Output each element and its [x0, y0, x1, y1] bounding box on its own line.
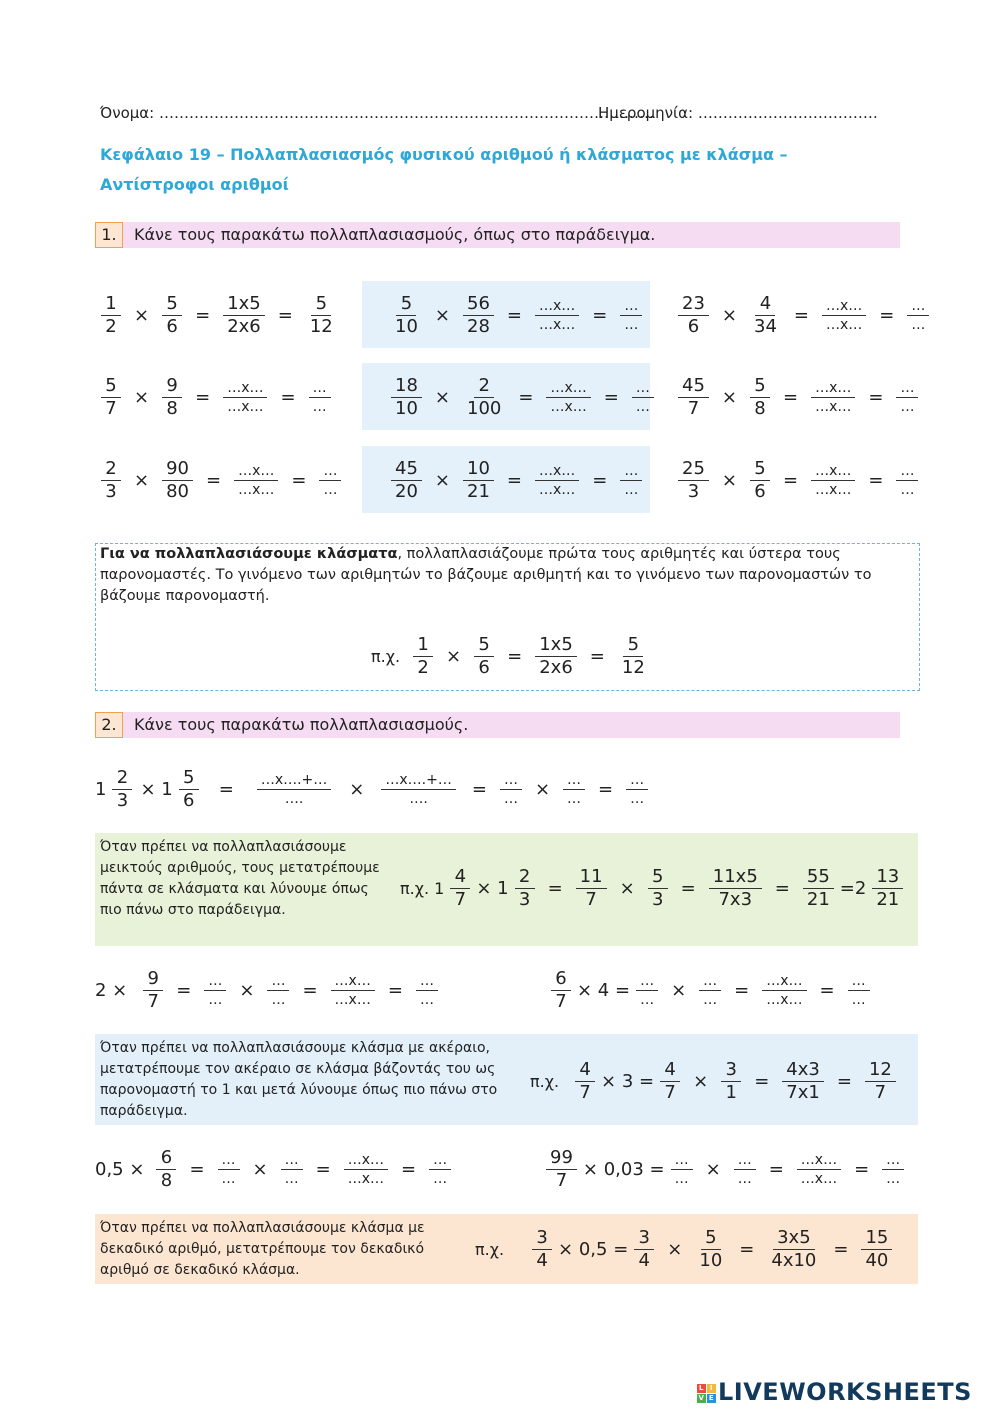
equals-sign: = [277, 304, 293, 326]
fraction: $\frac{45}{7}$ [678, 375, 709, 420]
integer-example: π.χ. $\frac{4}{7}$ × 3 = $\frac{4}{7}$ × $\frac{3}{1}$ = $\frac{4x3}{7x1}$ = $\frac{12}{7}$ [530, 1046, 902, 1116]
decimal-note-text: Όταν πρέπει να πολλαπλασιάσουμε κλάσμα με δεκαδικό αριθμό, μετατρέπουμε τον δεκαδικό αριθμό σε δεκαδικό κλάσμα. [100, 1220, 425, 1278]
equals-sign: = [592, 469, 608, 491]
answer-fraction[interactable]: $\frac{\dots x\dots}{\dots x\dots}$ [234, 462, 278, 499]
question-instruction: Κάνε τους παρακάτω πολλαπλασιασμούς. [134, 715, 469, 734]
equals-sign: = [195, 386, 211, 408]
fraction: $\frac{5}{12}$ [309, 292, 333, 337]
times-sign: × [134, 304, 150, 326]
fraction: $\frac{1x5}{2x6}$ [535, 634, 577, 679]
fraction: $\frac{56}{28}$ [463, 293, 494, 338]
decimal-example: π.χ. $\frac{3}{4}$ × 0,5 = $\frac{3}{4}$ × $\frac{5}{10}$ = $\frac{3x5}{4x10}$ = $\frac{15}{40}$ [475, 1214, 898, 1284]
liveworksheets-logo: L I V E LIVEWORKSHEETS [698, 1378, 972, 1406]
times-sign: × [721, 469, 737, 491]
equals-sign: = [291, 469, 307, 491]
answer-fraction[interactable]: … … [896, 379, 918, 416]
answer-fraction[interactable]: $\frac{\dots x\dots}{\dots x\dots}$ [811, 379, 855, 416]
equals-sign: = [506, 304, 522, 326]
answer-fraction[interactable]: $\frac{\dots x\dots}{\dots x\dots}$ [546, 379, 590, 416]
answer-fraction[interactable]: … … [620, 462, 642, 499]
rule-example: π.χ. $\frac{1}{2}$ × $\frac{5}{6}$ = $\frac{1x5}{2x6}$ = $\frac{5}{12}$ [364, 626, 655, 686]
mixed-note-box [95, 833, 918, 946]
equals-sign: = [783, 386, 799, 408]
multiplication-exercise [95, 280, 343, 350]
multiplication-exercise [385, 362, 660, 432]
name-field[interactable]: Όνομα: ……………………………………………………………………………………… [100, 104, 654, 122]
answer-fraction[interactable]: $\frac{\dots x\dots}{\dots x\dots}$ [535, 462, 579, 499]
equals-sign: = [506, 469, 522, 491]
answer-fraction[interactable]: … … [309, 379, 331, 416]
multiplication-exercise [672, 362, 924, 432]
equals-sign: = [518, 386, 534, 408]
equals-sign: = [603, 386, 619, 408]
times-sign: × [434, 304, 450, 326]
equals-sign: = [195, 304, 211, 326]
integer-exercise-right: $\frac{6}{7}$ × 4 = … … × … … = $\frac{\dots x\dots}{\dots x\dots}$ = … … [545, 955, 876, 1025]
decimal-exercise-left: 0,5 × $\frac{6}{8}$ = … … × … … = $\frac{\dots x\dots}{\dots x\dots}$ = … … [95, 1134, 457, 1204]
fraction: $\frac{10}{21}$ [463, 458, 494, 503]
fraction: $\frac{4}{34}$ [754, 292, 777, 337]
times-sign: × [721, 386, 737, 408]
answer-fraction[interactable]: … … [620, 297, 642, 334]
equals-sign: = [206, 469, 222, 491]
multiplication-exercise [672, 280, 935, 350]
fraction: $\frac{18}{10}$ [391, 375, 422, 420]
multiplication-exercise [95, 362, 337, 432]
multiplication-exercise [385, 445, 648, 515]
fraction: $\frac{5}{12}$ [621, 633, 645, 678]
fraction: $\frac{5}{6}$ [750, 458, 770, 503]
fraction: $\frac{5}{7}$ [101, 375, 121, 420]
question-instruction: Κάνε τους παρακάτω πολλαπλασιασμούς, όπως στο παράδειγμα. [134, 225, 656, 244]
times-sign: × [134, 469, 150, 491]
fraction: $\frac{1}{2}$ [413, 634, 433, 679]
multiplication-exercise [672, 445, 924, 515]
equals-sign: = [868, 469, 884, 491]
fraction: $\frac{45}{20}$ [391, 458, 422, 503]
integer-note-box [95, 1034, 918, 1125]
equals-sign: = [793, 304, 809, 326]
fraction: $\frac{25}{3}$ [678, 458, 709, 503]
question-number: 2. [95, 712, 123, 738]
multiplication-exercise [385, 280, 648, 350]
rule-box [95, 543, 920, 691]
mixed-exercise: 1 $\frac{2}{3}$ × 1 $\frac{5}{6}$ = …x….+… …. × …x….+… …. = … … × … … = … … [95, 754, 654, 824]
equals-sign: = [280, 386, 296, 408]
times-sign: × [434, 469, 450, 491]
liveworksheets-logo-icon: L I V E [698, 1383, 715, 1402]
answer-fraction[interactable]: … … [319, 462, 341, 499]
mixed-note-text: Όταν πρέπει να πολλαπλασιάσουμε μεικτούς αριθμούς, τους μετατρέπουμε πάντα σε κλάσματα και λύνουμε όπως πιο πάνω στο παράδειγμα. [100, 839, 380, 918]
decimal-note-box [95, 1214, 918, 1284]
answer-fraction[interactable]: … … [896, 462, 918, 499]
integer-note-text: Όταν πρέπει να πολλαπλασιάσουμε κλάσμα με ακέραιο, μετατρέπουμε τον ακέραιο σε κλάσμα βάζοντάς του ως παρονομαστή το 1 και μετά λύνουμε όπως πιο πάνω στο παράδειγμα. [100, 1040, 498, 1119]
answer-fraction[interactable]: … … [907, 297, 929, 334]
fraction: $\frac{90}{80}$ [162, 458, 193, 503]
integer-exercise-left: 2 × $\frac{9}{7}$ = … … × … … = $\frac{\dots x\dots}{\dots x\dots}$ = … … [95, 955, 444, 1025]
fraction: $\frac{5}{10}$ [395, 292, 418, 337]
fraction: $\frac{23}{6}$ [678, 293, 709, 338]
times-sign: × [434, 386, 450, 408]
date-field[interactable]: Ημερομηνία: ……………………………… [598, 104, 878, 122]
equals-sign: = [879, 304, 895, 326]
equals-sign: = [592, 304, 608, 326]
fraction: $\frac{1x5}{2x6}$ [223, 293, 265, 338]
decimal-exercise-right: $\frac{99}{7}$ × 0,03 = … … × … … = $\frac{\dots x\dots}{\dots x\dots}$ = … … [540, 1134, 910, 1204]
question-number: 1. [95, 222, 123, 248]
mixed-example: π.χ. 1 $\frac{4}{7}$ × 1 $\frac{2}{3}$ = $\frac{11}{7}$ × $\frac{5}{3}$ = $\frac{11x5}{7x3}$ = $\frac{55}{21}$ =2 13 21 [400, 853, 909, 923]
equals-sign: = [783, 469, 799, 491]
fraction: $\frac{5}{8}$ [750, 375, 770, 420]
chapter-title: Κεφάλαιο 19 – Πολλαπλασιασμός φυσικού αριθμού ή κλάσματος με κλάσμα – Αντίστροφοι αριθμοί [100, 145, 788, 194]
answer-fraction[interactable]: … … [632, 379, 654, 416]
fraction: $\frac{2}{100}$ [467, 374, 502, 419]
times-sign: × [721, 304, 737, 326]
fraction: $\frac{5}{6}$ [474, 634, 494, 679]
answer-fraction[interactable]: $\frac{\dots x\dots}{\dots x\dots}$ [822, 297, 866, 334]
fraction: $\frac{9}{8}$ [162, 375, 182, 420]
fraction: $\frac{1}{2}$ [101, 293, 121, 338]
fraction: $\frac{5}{6}$ [162, 293, 182, 338]
fraction: $\frac{2}{3}$ [101, 458, 121, 503]
equals-sign: = [868, 386, 884, 408]
rule-text: Για να πολλαπλασιάσουμε κλάσματα, πολλαπλασιάζουμε πρώτα τους αριθμητές και ύστερα τους παρονομαστές. Το γινόμενο των αριθμητών το βάζουμε αριθμητή και το γινόμενο των παρονομαστών το βάζουμε παρονομαστή. [100, 546, 872, 604]
times-sign: × [134, 386, 150, 408]
answer-fraction[interactable]: $\frac{\dots x\dots}{\dots x\dots}$ [223, 379, 267, 416]
answer-fraction[interactable]: $\frac{\dots x\dots}{\dots x\dots}$ [535, 297, 579, 334]
multiplication-exercise [95, 445, 347, 515]
answer-fraction[interactable]: $\frac{\dots x\dots}{\dots x\dots}$ [811, 462, 855, 499]
